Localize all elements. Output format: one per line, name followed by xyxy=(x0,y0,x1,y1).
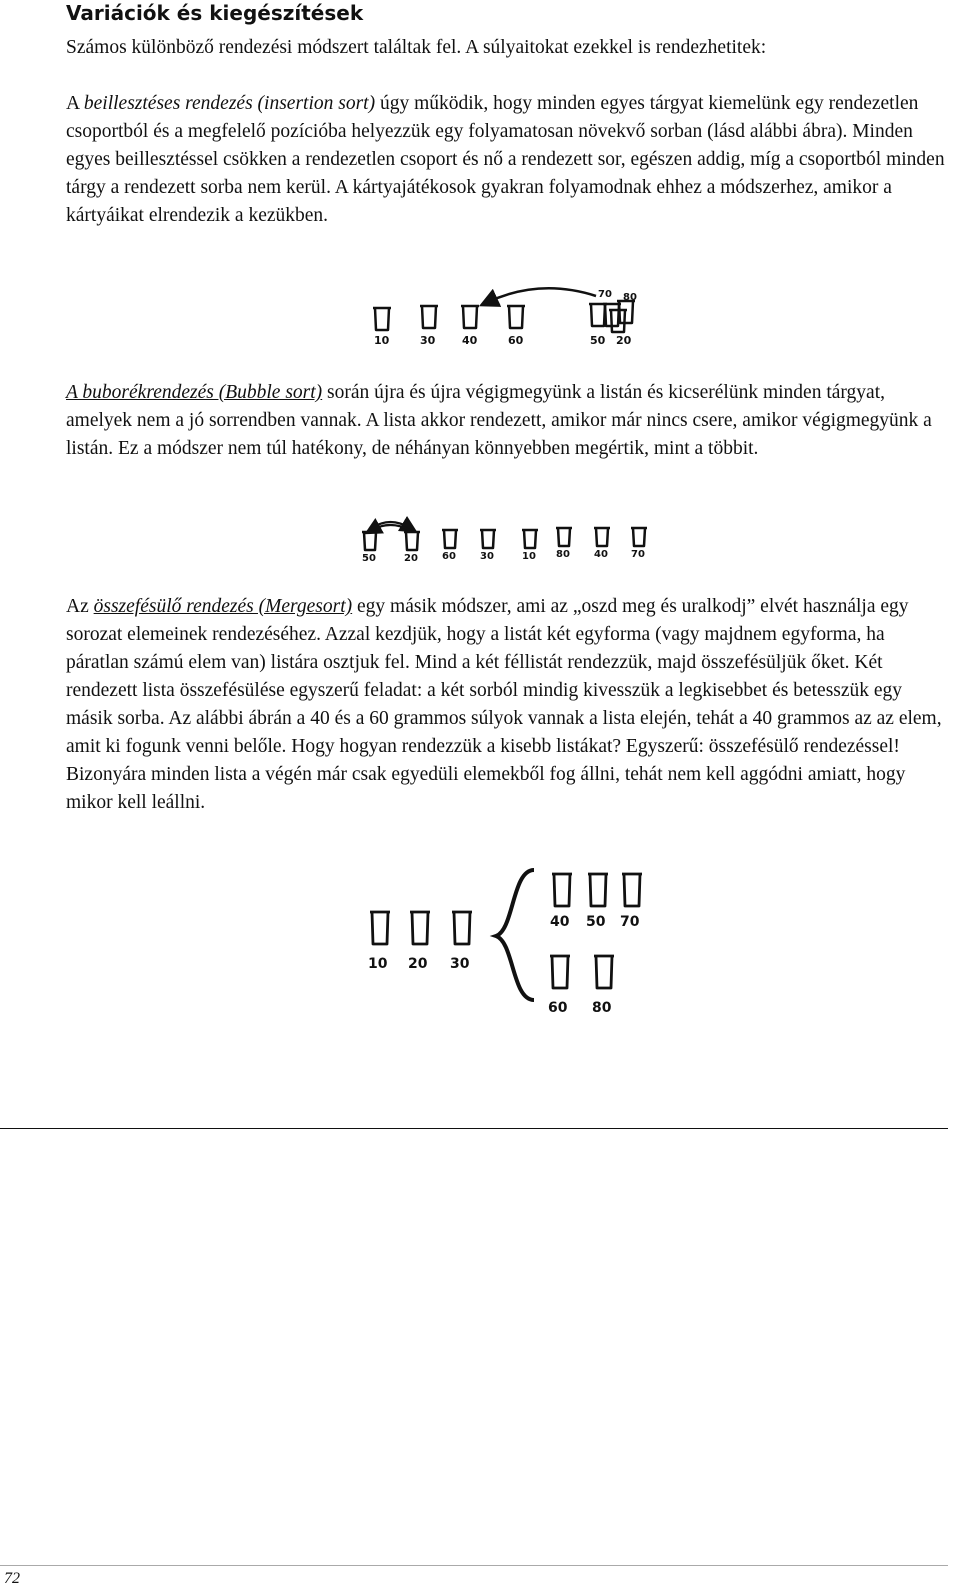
weight-label: 60 xyxy=(508,334,524,347)
footer-divider xyxy=(0,1565,948,1566)
section-divider xyxy=(0,1128,948,1129)
move-arrow xyxy=(488,288,596,302)
weight-cup-icon xyxy=(556,528,572,546)
weight-label: 40 xyxy=(550,914,570,930)
weight-label: 30 xyxy=(450,956,470,972)
merge-brace xyxy=(496,870,534,1000)
weight-label: 60 xyxy=(442,551,456,562)
weight-label: 60 xyxy=(548,1000,568,1016)
insertion-sort-paragraph xyxy=(66,90,946,230)
weight-cup-icon xyxy=(370,912,390,944)
insertion-body: úgy működik, hogy minden egyes tárgyat kiemelünk egy rendezetlen csoportból és a megfelelő pozícióba helyezzük egy folyamatosan növekvő sorban (lásd alábbi ábra). Minden egyes beillesztéssel csökken a rendezetlen csoport és nő a rendezett sor, egészen addig, míg a csoportból minden tárgy a rendezett sorba nem kerül. A kártyajátékosok gyakran folyamodnak ehhez a módszerhez, amikor a kártyáikat elrendezik a kezükben. xyxy=(66,93,945,226)
weight-cup-icon xyxy=(362,532,378,550)
weight-label: 40 xyxy=(462,334,478,347)
weight-label: 50 xyxy=(586,914,606,930)
weight-label: 20 xyxy=(408,956,428,972)
weight-cup-icon xyxy=(480,530,496,548)
merge-sort-figure xyxy=(362,860,652,1020)
bubble-sort-figure xyxy=(352,514,662,564)
weight-cup-icon xyxy=(404,532,420,550)
weight-label: 70 xyxy=(631,549,645,560)
merge-body: egy másik módszer, ami az „oszd meg és uralkodj” elvét használja egy sorozat elemeinek rendezéséhez. Azzal kezdjük, hogy a listát két egyforma (vagy majdnem egyforma, ha páratlan számú elem van) listára osztjuk fel. Mind a két féllistát rendezzük, majd összefésüljük őket. Két rendezett lista összefésülése egyszerű feladat: a két sorból mindig kivesszük a legkisebbet és betesszük egy másik sorba. Az alábbi ábrán a 40 és a 60 grammos súlyok vannak a lista elején, tehát a 40 grammos az az elem, amit ki fogunk venni belőle. Hogy hogyan rendezzük a kisebb listákat? Egyszerű: összefésülő rendezéssel! Bizonyára minden lista a végén már csak egyedüli elemekből fog állni, tehát nem kell aggódni amiatt, hogy mikor kell leállni. xyxy=(66,596,942,813)
weight-cup-icon xyxy=(420,306,438,328)
weight-label: 40 xyxy=(594,549,608,560)
weight-cup-icon xyxy=(461,306,479,328)
merge-sort-term: összefésülő rendezés (Mergesort) xyxy=(93,596,353,617)
weight-cup-icon xyxy=(588,874,608,906)
page-number: 72 xyxy=(4,1570,20,1587)
bubble-sort-term: A buborékrendezés (Bubble sort) xyxy=(66,382,323,403)
weight-label: 80 xyxy=(623,292,637,303)
weight-cup-icon xyxy=(622,874,642,906)
bubble-body: során újra és újra végigmegyünk a listán és kicserélünk minden tárgyat, amelyek nem a jó sorrendben vannak. A lista akkor rendezett, amikor már nincs csere, amikor végigmegyünk a listán. Ez a módszer nem túl hatékony, de néhányan könnyebben megértik, mint a többit. xyxy=(66,382,932,459)
bubble-sort-paragraph xyxy=(66,379,946,463)
insertion-sort-term: beillesztéses rendezés (insertion sort) xyxy=(83,93,376,114)
weight-label: 30 xyxy=(420,334,436,347)
weight-cup-icon xyxy=(410,912,430,944)
weight-label: 80 xyxy=(556,549,570,560)
weight-cup-icon xyxy=(631,528,647,546)
weight-label: 80 xyxy=(592,1000,612,1016)
weight-label: 50 xyxy=(362,553,376,564)
weight-cup-icon xyxy=(594,528,610,546)
weight-cup-icon xyxy=(550,956,570,988)
weight-label: 20 xyxy=(404,553,418,564)
merge-lead: Az xyxy=(66,596,94,617)
weight-cup-icon xyxy=(552,874,572,906)
weight-label: 10 xyxy=(374,334,390,347)
weight-label: 20 xyxy=(616,334,632,347)
weight-label: 10 xyxy=(368,956,388,972)
weight-label: 70 xyxy=(620,914,640,930)
weight-label: 10 xyxy=(522,551,536,562)
weight-cup-icon xyxy=(442,530,458,548)
weight-label: 30 xyxy=(480,551,494,562)
weight-cup-icon xyxy=(522,530,538,548)
weight-cup-icon xyxy=(507,306,525,328)
insertion-lead: A xyxy=(66,93,84,114)
insertion-sort-figure xyxy=(360,284,660,354)
weight-cup-icon xyxy=(594,956,614,988)
weight-cup-icon xyxy=(373,308,391,330)
section-heading: Variációk és kiegészítések xyxy=(66,1,364,25)
weight-label: 50 xyxy=(590,334,606,347)
merge-sort-paragraph xyxy=(66,593,946,817)
weight-cup-icon xyxy=(452,912,472,944)
weight-label: 70 xyxy=(598,289,612,300)
intro-paragraph: Számos különböző rendezési módszert találtak fel. A súlyaitokat ezekkel is rendezhetitek: xyxy=(66,37,767,58)
